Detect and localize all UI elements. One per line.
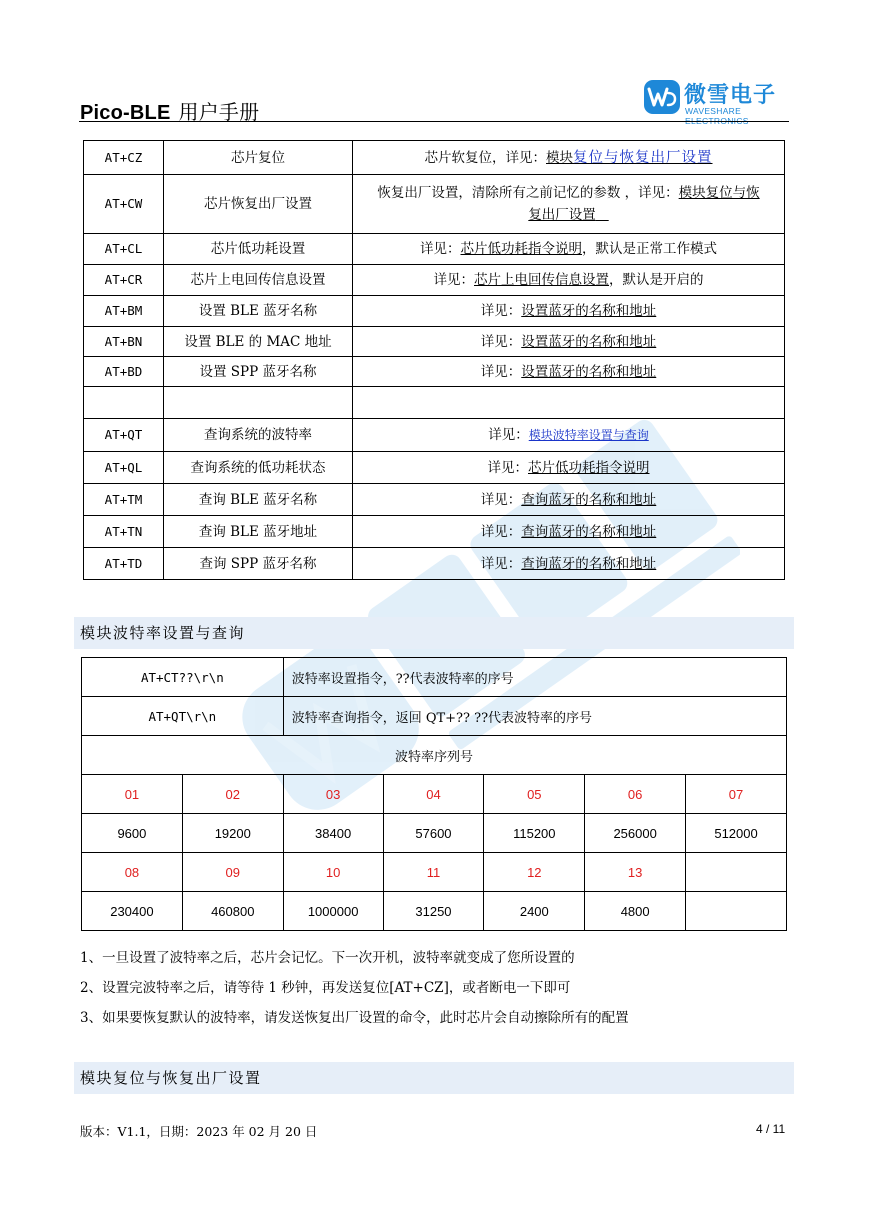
desc-link[interactable]: 设置蓝牙的名称和地址 (521, 303, 657, 319)
command-name-cell: 设置 BLE 的 MAC 地址 (164, 327, 353, 357)
desc-suffix: ，默认是正常工作模式 (582, 241, 717, 257)
command-cell: AT+TM (84, 484, 164, 516)
command-cell: AT+BM (84, 296, 164, 327)
desc-link[interactable]: 芯片低功耗指令说明 (460, 241, 582, 257)
baud-index: 11 (383, 853, 484, 892)
desc-text: 详见： (433, 272, 474, 288)
baud-value: 230400 (82, 892, 183, 931)
baud-value: 460800 (182, 892, 283, 931)
baud-index: 08 (82, 853, 183, 892)
command-name-cell: 查询 BLE 蓝牙名称 (164, 484, 353, 516)
set-command-cell: AT+CT??\r\n (82, 658, 284, 697)
baud-value: 512000 (686, 814, 787, 853)
logo-english-text: WAVESHARE ELECTRONICS (685, 106, 749, 126)
factory-reset-link-cont[interactable]: 复出厂设置 (528, 207, 596, 223)
command-cell: AT+CW (84, 175, 164, 234)
link-part-module: 模块 (546, 149, 573, 166)
baud-index: 03 (283, 775, 383, 814)
baud-index: 02 (182, 775, 283, 814)
baud-index: 04 (383, 775, 484, 814)
command-cell: AT+QL (84, 452, 164, 484)
command-cell: AT+TN (84, 516, 164, 548)
table-row (84, 141, 785, 175)
desc-text: 详见： (480, 303, 522, 319)
desc-text: 详见： (480, 491, 522, 508)
command-desc-cell (353, 327, 785, 357)
baud-value: 256000 (585, 814, 686, 853)
link-part-reset: 复位与恢复出厂设置 (573, 149, 713, 166)
desc-text: 详见： (488, 427, 529, 443)
desc-link[interactable]: 查询蓝牙的名称和地址 (521, 555, 657, 572)
baud-index: 13 (585, 853, 686, 892)
table-row (82, 736, 787, 775)
note-3: 3、如果要恢复默认的波特率，请发送恢复出厂设置的命令，此时芯片会自动擦除所有的配置 (80, 1010, 629, 1026)
waveshare-logo (644, 78, 790, 126)
baud-index: 06 (585, 775, 686, 814)
factory-reset-link[interactable]: 模块复位与恢 (678, 185, 760, 201)
baud-index: 01 (82, 775, 183, 814)
manual-subtitle: 用户手册 (178, 100, 260, 124)
command-desc-cell (353, 296, 785, 327)
desc-link[interactable]: 芯片上电回传信息设置 (474, 272, 609, 288)
baud-index: 10 (283, 853, 383, 892)
table-row (84, 548, 785, 580)
command-cell: AT+TD (84, 548, 164, 580)
baud-value: 4800 (585, 892, 686, 931)
baud-value: 57600 (383, 814, 484, 853)
command-name-cell: 设置 SPP 蓝牙名称 (164, 357, 353, 387)
command-desc-cell (353, 452, 785, 484)
command-desc-cell (353, 141, 785, 175)
table-row-indices (82, 775, 787, 814)
command-desc-cell (353, 516, 785, 548)
table-row (82, 697, 787, 736)
table-row (84, 234, 785, 265)
command-desc-cell (353, 265, 785, 296)
desc-link[interactable]: 芯片低功耗指令说明 (528, 459, 650, 476)
command-name-cell: 芯片上电回传信息设置 (164, 265, 353, 296)
set-command-desc: 波特率设置指令，??代表波特率的序号 (283, 658, 786, 697)
desc-link[interactable]: 设置蓝牙的名称和地址 (521, 363, 657, 380)
desc-link[interactable]: 设置蓝牙的名称和地址 (521, 333, 657, 350)
command-name-cell: 芯片复位 (164, 141, 353, 175)
desc-text: 详见： (487, 459, 528, 476)
baud-value: 38400 (283, 814, 383, 853)
command-name-cell: 查询 SPP 蓝牙名称 (164, 548, 353, 580)
table-row (82, 658, 787, 697)
table-row (84, 265, 785, 296)
baud-index: 12 (484, 853, 585, 892)
command-cell: AT+CR (84, 265, 164, 296)
command-cell: AT+BD (84, 357, 164, 387)
table-row (84, 327, 785, 357)
note-2: 2、设置完波特率之后，请等待 1 秒钟，再发送复位[AT+CZ]，或者断电一下即可 (80, 980, 571, 996)
query-command-desc: 波特率查询指令，返回 QT+?? ??代表波特率的序号 (283, 697, 786, 736)
command-name-cell: 查询系统的波特率 (164, 419, 353, 452)
desc-text: 详见： (420, 241, 461, 257)
command-desc-cell (353, 387, 785, 419)
command-desc-cell (353, 357, 785, 387)
header-divider (79, 121, 789, 122)
logo-chinese-text: 微雪电子 (684, 83, 777, 108)
command-name-cell: 查询系统的低功耗状态 (164, 452, 353, 484)
command-desc-cell (353, 419, 785, 452)
baud-value: 115200 (484, 814, 585, 853)
command-desc-cell (353, 548, 785, 580)
command-cell: AT+BN (84, 327, 164, 357)
footer-version: 版本：V1.1，日期：2023 年 02 月 20 日 (80, 1124, 318, 1139)
baud-index: 05 (484, 775, 585, 814)
table-row (84, 419, 785, 452)
baud-value: 2400 (484, 892, 585, 931)
desc-text: 详见： (480, 523, 522, 540)
desc-link[interactable]: 查询蓝牙的名称和地址 (521, 523, 657, 540)
query-command-cell: AT+QT\r\n (82, 697, 284, 736)
desc-text: 芯片软复位，详见： (424, 149, 546, 166)
reset-link[interactable] (546, 150, 713, 166)
table-row (84, 296, 785, 327)
table-row (84, 484, 785, 516)
table-row (84, 175, 785, 234)
baud-value: 9600 (82, 814, 183, 853)
product-name: Pico-BLE (80, 102, 171, 124)
command-name-cell: 查询 BLE 蓝牙地址 (164, 516, 353, 548)
baud-index: 09 (182, 853, 283, 892)
table-row (84, 516, 785, 548)
baud-value: 1000000 (283, 892, 383, 931)
command-cell: AT+CZ (84, 141, 164, 175)
command-desc-cell (353, 234, 785, 265)
table-row (84, 452, 785, 484)
baud-list-title: 波特率序列号 (82, 736, 787, 775)
baud-value (686, 892, 787, 931)
command-desc-cell (353, 484, 785, 516)
command-name-cell: 设置 BLE 蓝牙名称 (164, 296, 353, 327)
baud-value: 19200 (182, 814, 283, 853)
desc-text: 详见： (480, 555, 522, 572)
baud-value: 31250 (383, 892, 484, 931)
baud-index: 07 (686, 775, 787, 814)
table-row-values (82, 892, 787, 931)
command-desc-cell (353, 175, 785, 234)
command-cell: AT+QT (84, 419, 164, 452)
desc-text: 恢复出厂设置，清除所有之前记忆的参数 ，详见： (377, 185, 679, 201)
baud-index (686, 853, 787, 892)
command-name-cell: 芯片恢复出厂设置 (164, 175, 353, 234)
command-cell: AT+CL (84, 234, 164, 265)
waveshare-logo-icon (644, 80, 680, 114)
desc-text: 详见： (480, 363, 522, 380)
table-row (84, 357, 785, 387)
command-cell (84, 387, 164, 419)
footer-page-number: 4 / 11 (756, 1122, 786, 1136)
section-heading-reset: 模块复位与恢复出厂设置 (74, 1062, 794, 1094)
table-row-values (82, 814, 787, 853)
baud-rate-table (81, 657, 787, 931)
section-heading-baud-rate: 模块波特率设置与查询 (74, 617, 794, 649)
desc-link[interactable]: 查询蓝牙的名称和地址 (521, 491, 657, 508)
table-row-empty (84, 387, 785, 419)
desc-text: 详见： (480, 333, 522, 350)
at-command-table (83, 140, 785, 580)
table-row-indices (82, 853, 787, 892)
command-name-cell (164, 387, 353, 419)
command-name-cell: 芯片低功耗设置 (164, 234, 353, 265)
desc-suffix: ，默认是开启的 (609, 272, 704, 288)
baud-rate-link[interactable]: 模块波特率设置与查询 (528, 428, 649, 442)
note-1: 1、一旦设置了波特率之后，芯片会记忆。下一次开机，波特率就变成了您所设置的 (80, 950, 575, 966)
